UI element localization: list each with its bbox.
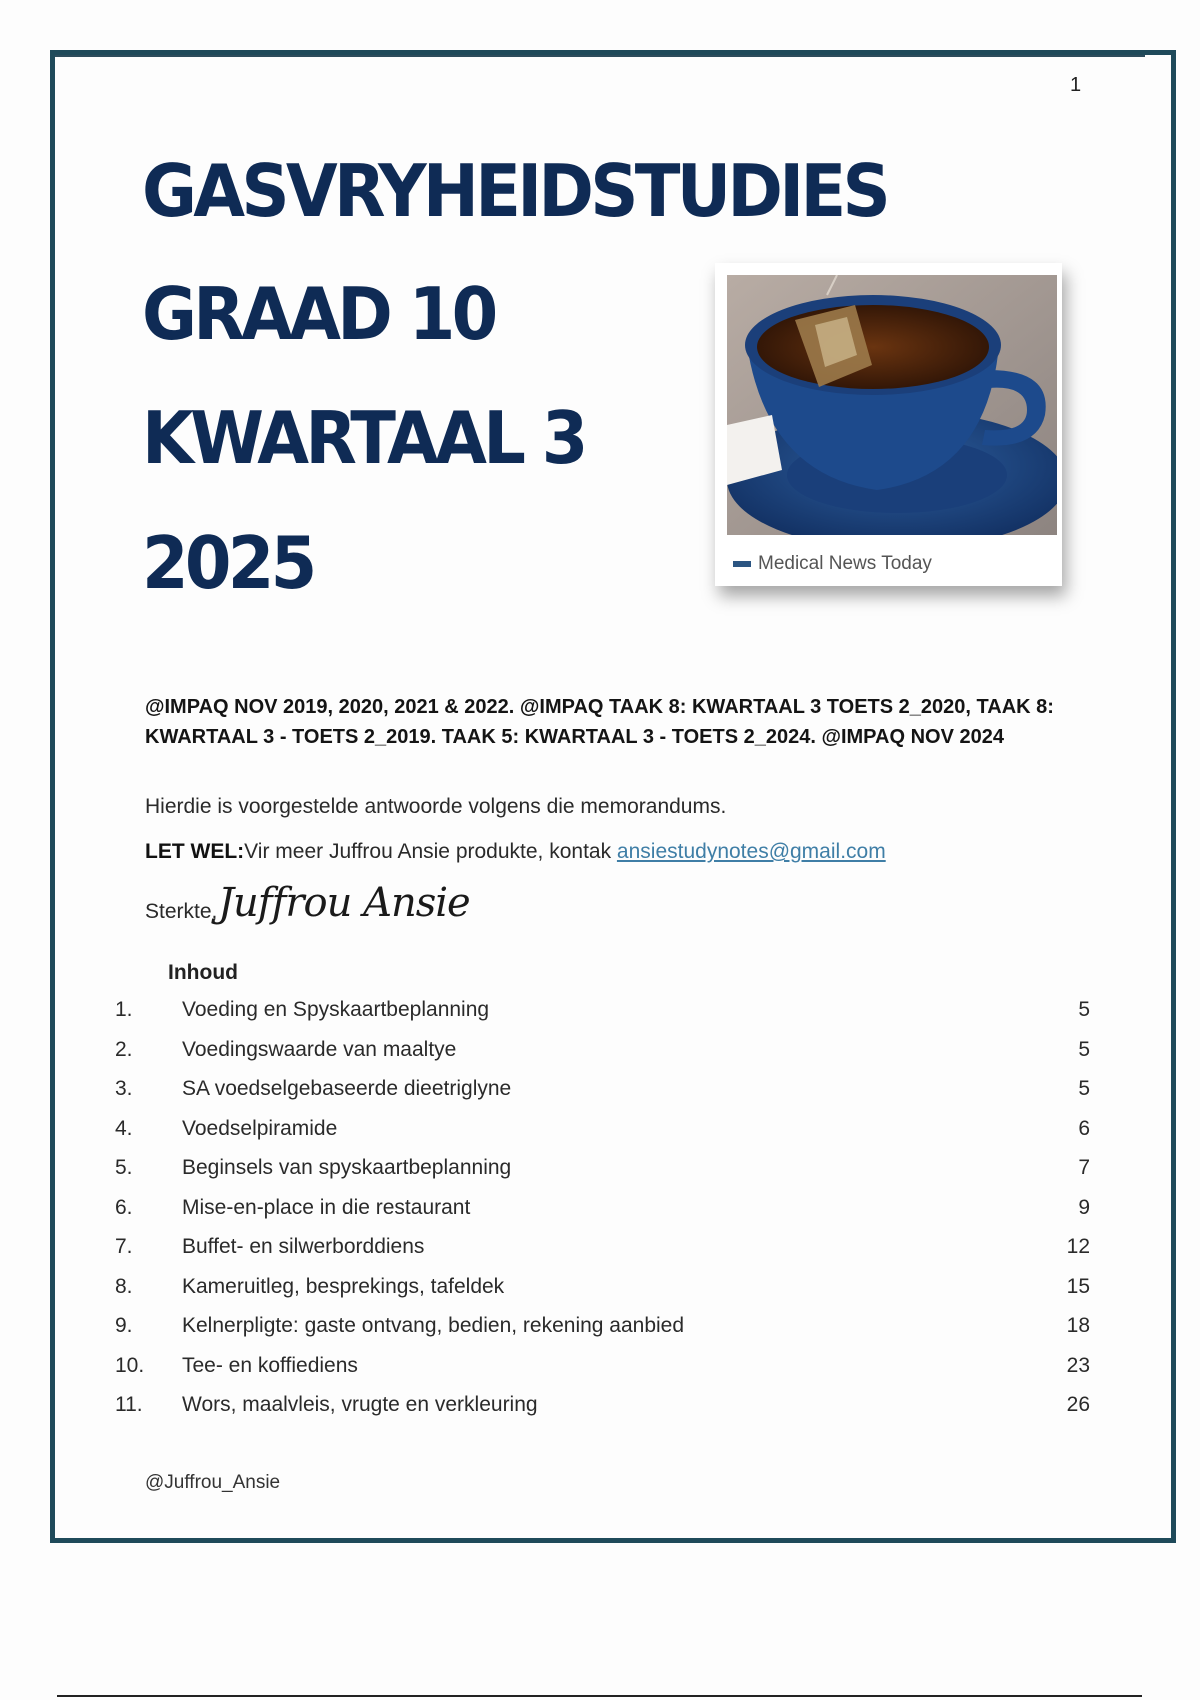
author-handle: @Juffrou_Ansie (145, 1472, 281, 1493)
toc-item-title: Kelnerpligte: gaste ontvang, bedien, rekening aanbied (182, 1314, 685, 1337)
toc-heading: Inhoud (168, 961, 238, 984)
toc-item[interactable] (115, 1306, 1090, 1346)
toc-item-page: 18 (1066, 1314, 1090, 1337)
source-references: @IMPAQ NOV 2019, 2020, 2021 & 2022. @IMPAQ TAAK 8: KWARTAAL 3 TOETS 2_2020, TAAK 8: KWARTAAL 3 - TOETS 2_2019. TAAK 5: KWARTAAL 3 - TOETS 2_2024. @IMPAQ NOV 2024 (145, 696, 1054, 748)
tea-photo-card (715, 263, 1062, 586)
let-wel-label: LET WEL: (145, 840, 245, 863)
title-subject: GASVRYHEIDSTUDIES (142, 149, 887, 233)
table-of-contents (115, 990, 1090, 1425)
toc-item-page: 5 (1078, 998, 1090, 1021)
toc-item-number: 2. (115, 1037, 133, 1061)
toc-item-number: 10. (115, 1353, 145, 1377)
contact-text: Vir meer Juffrou Ansie produkte, kontak (244, 840, 617, 863)
page-number: 1 (1070, 74, 1082, 96)
toc-item[interactable] (115, 1109, 1090, 1149)
image-caption (733, 553, 932, 575)
toc-item-number: 9. (115, 1314, 133, 1337)
toc-item-page: 23 (1066, 1353, 1090, 1377)
toc-item[interactable] (115, 1267, 1090, 1307)
toc-item-title: Voeding en Spyskaartbeplanning (182, 998, 490, 1021)
toc-item-number: 3. (115, 1077, 133, 1100)
email-link[interactable]: ansiestudynotes@gmail.com (616, 840, 886, 863)
toc-item-title: Voedingswaarde van maaltye (182, 1037, 457, 1061)
toc-item[interactable] (115, 1385, 1090, 1425)
toc-item-page: 5 (1078, 1037, 1090, 1061)
signature: Juffrou Ansie (218, 880, 470, 926)
toc-item-number: 11. (115, 1393, 143, 1416)
toc-item-title: Buffet- en silwerborddiens (182, 1235, 425, 1258)
toc-item-page: 15 (1066, 1274, 1090, 1298)
title-term: KWARTAAL 3 (142, 396, 585, 480)
toc-item[interactable] (115, 1188, 1090, 1228)
toc-item-number: 1. (115, 998, 133, 1021)
toc-item[interactable] (115, 1030, 1090, 1070)
toc-item-number: 8. (115, 1274, 133, 1298)
toc-item[interactable] (115, 1069, 1090, 1109)
contact-note (145, 840, 886, 864)
news-logo-icon (733, 561, 751, 567)
toc-item-title: Tee- en koffiediens (182, 1353, 358, 1377)
toc-item-page: 9 (1078, 1195, 1090, 1219)
toc-item[interactable] (115, 1227, 1090, 1267)
toc-item-number: 5. (115, 1156, 133, 1179)
title-grade: GRAAD 10 (142, 272, 495, 356)
toc-item-number: 4. (115, 1116, 133, 1140)
toc-item-title: Voedselpiramide (182, 1116, 338, 1140)
tea-cup-image (727, 275, 1057, 535)
toc-item-title: SA voedselgebaseerde dieetriglyne (182, 1077, 512, 1100)
toc-item-title: Kameruitleg, besprekings, tafeldek (182, 1274, 505, 1298)
memorandum-note: Hierdie is voorgestelde antwoorde volgens die memorandums. (145, 795, 727, 818)
sterkte-text: Sterkte, (145, 900, 218, 923)
toc-item-page: 12 (1066, 1235, 1090, 1258)
toc-item-page: 5 (1078, 1077, 1090, 1100)
toc-item-number: 6. (115, 1195, 133, 1219)
toc-item[interactable] (115, 1346, 1090, 1386)
toc-item[interactable] (115, 1148, 1090, 1188)
title-year: 2025 (142, 521, 314, 605)
toc-item-title: Beginsels van spyskaartbeplanning (182, 1156, 512, 1179)
bottom-rule (57, 1695, 1142, 1697)
toc-item-page: 7 (1078, 1156, 1090, 1179)
toc-item-title: Wors, maalvleis, vrugte en verkleuring (182, 1393, 538, 1416)
toc-item-title: Mise-en-place in die restaurant (182, 1195, 471, 1219)
toc-item-number: 7. (115, 1235, 133, 1258)
toc-item-page: 26 (1066, 1393, 1090, 1416)
toc-item-page: 6 (1078, 1116, 1090, 1140)
toc-item[interactable] (115, 990, 1090, 1030)
caption-text: Medical News Today (758, 553, 932, 574)
